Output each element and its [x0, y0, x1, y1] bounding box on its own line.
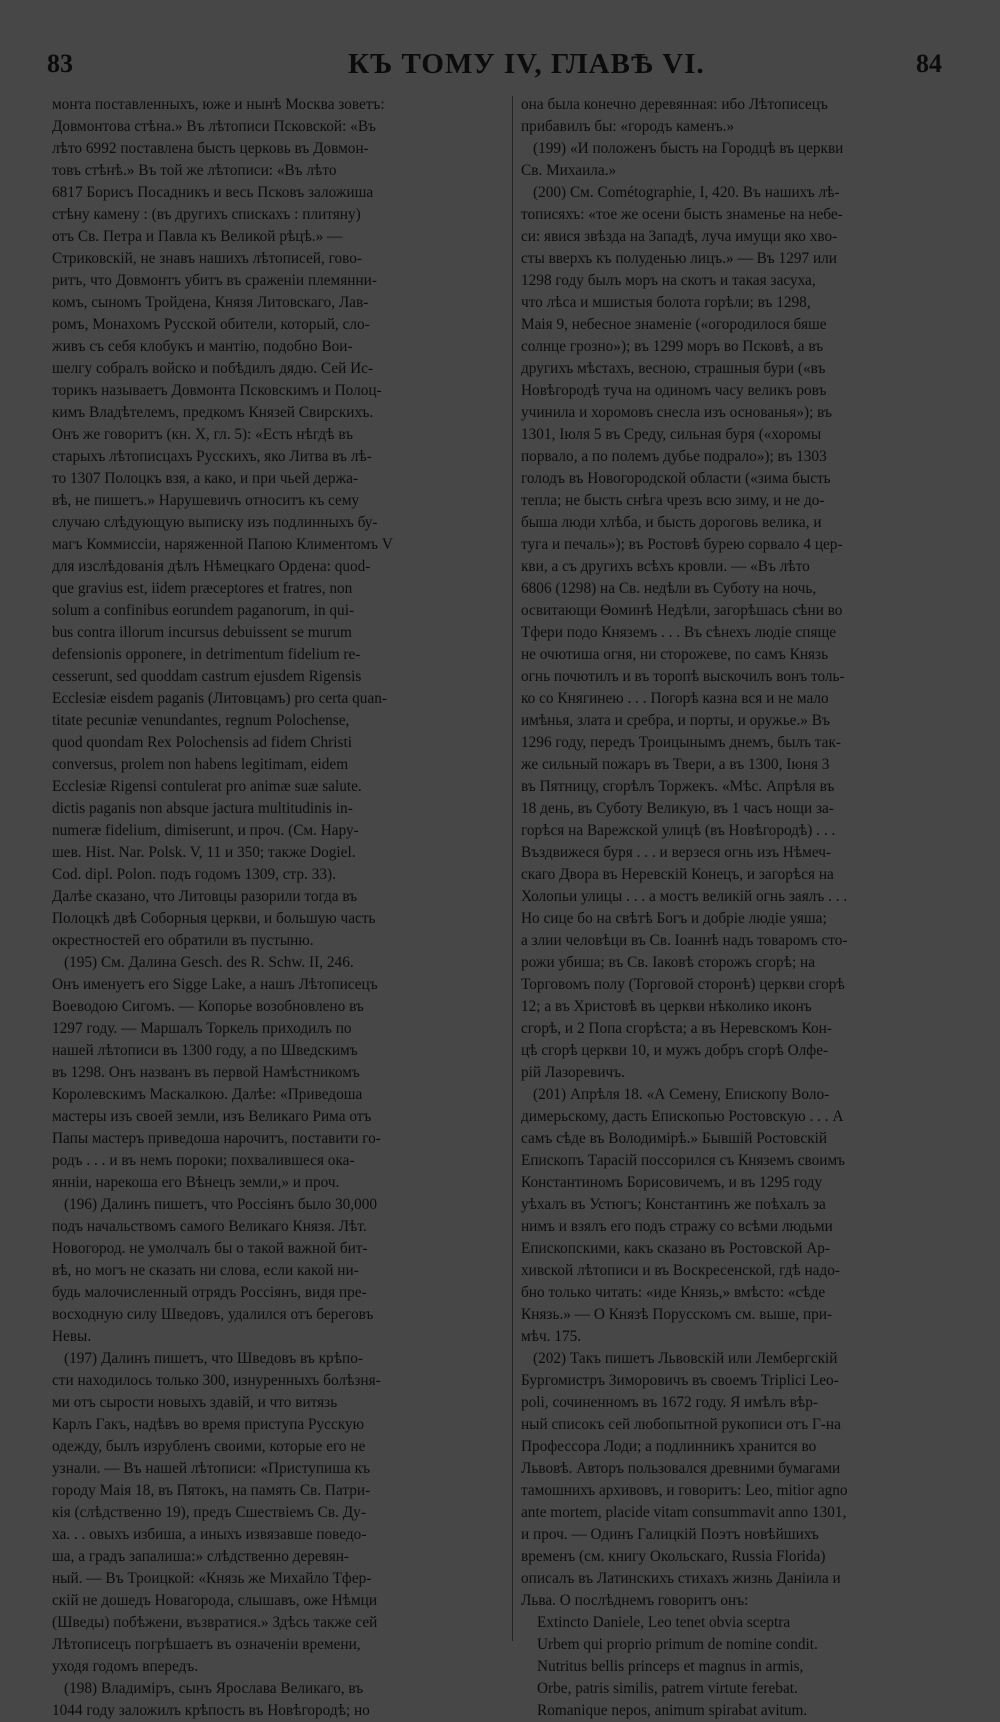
text-line: кимъ Владѣтелемъ, предкомъ Князей Свирскихъ. [52, 404, 374, 421]
text-line: (196) Далинъ пишетъ, что Россіянъ было 30,000 [64, 1196, 378, 1213]
text-line: янніи, нарекоша его Вѣнецъ земли,» и проч. [52, 1174, 340, 1191]
text-line: Воеводою Сигомъ. — Копорье возобновлено въ [52, 998, 364, 1015]
text-line: торикъ называетъ Довмонта Псковскимъ и Полоц- [52, 382, 382, 399]
text-line: шелгу собралъ войско и побѣдилъ дядю. Сей Ис- [52, 360, 374, 377]
text-line: будь малочисленный отрядъ Россіянъ, видя пре- [52, 1284, 367, 1301]
text-line: Льва. О послѣднемъ говоритъ онъ: [521, 1592, 749, 1609]
text-line: случаю слѣдующую выписку изъ подлинныхъ бу- [52, 514, 378, 531]
text-line: а злии человѣци въ Св. Іоаннѣ надъ товаромъ сто- [521, 932, 848, 949]
text-line: Ecclesiæ Rigensi contulerat pro animæ suæ salute. [52, 778, 362, 795]
text-line: хивской лѣтописи и въ Воскресенской, гдѣ надо- [521, 1262, 840, 1279]
text-line: ритъ, что Довмонтъ убитъ въ сраженіи племянни- [52, 272, 377, 289]
page-header [0, 44, 1000, 84]
column-divider [512, 96, 513, 1641]
text-line: Extincto Daniele, Leo tenet obvia sceptra [537, 1614, 791, 1631]
text-line: 18 день, въ Суботу Великую, въ 1 часъ нощи за- [521, 800, 834, 817]
text-line: бно только читать: «иде Князь,» вмѣсто: «сѣде [521, 1284, 826, 1301]
text-line: димерьскому, дасть Епископью Ростовскую . . . А [521, 1108, 844, 1125]
text-line: ante mortem, placide vitam consummavit anno 1301, [521, 1504, 847, 1521]
text-line: туга и печаль»); въ Ростовѣ бурею сорвало 4 цер- [521, 536, 843, 553]
text-line: Полоцкѣ двѣ Соборныя церкви, и большую часть [52, 910, 376, 927]
text-line: живъ съ себя клобукъ и мантію, подобно Вои- [52, 338, 353, 355]
text-line: conversus, prolem non habens legitimam, eidem [52, 756, 349, 773]
right-column-text [521, 94, 944, 1719]
text-line: defensionis opponere, in detrimentum fidelium re- [52, 646, 361, 663]
text-line: освитающи Ѳоминѣ Недѣли, загорѣшась сѣни во [521, 602, 843, 619]
text-line: имѣнья, злата и сребра, и порты, и оружье.» Въ [521, 712, 830, 729]
text-line: кви, а съ другихъ всѣхъ кровли. — «Въ лѣто [521, 558, 810, 575]
text-line: 1296 году, передъ Троицынымъ днемъ, былъ так- [521, 734, 841, 751]
text-line: голодъ въ Новогородской области («зима бысть [521, 470, 831, 487]
text-line: мѣч. 175. [521, 1328, 582, 1345]
text-line: (197) Далинъ пишетъ, что Шведовъ въ крѣпо- [64, 1350, 363, 1367]
text-line: cesserunt, sed quoddam castrum ejusdem Rigensis [52, 668, 362, 685]
text-line: Далѣе сказано, что Литовцы разорили тогда въ [52, 888, 358, 905]
text-line: старыхъ лѣтописцахъ Русскихъ, яко Литва въ лѣ- [52, 448, 372, 465]
text-line: она была конечно деревянная: ибо Лѣтописецъ [521, 96, 828, 113]
text-line: 1298 году былъ моръ на скотъ и такая засуха, [521, 272, 816, 289]
text-line: солнце грозно»); въ 1299 моръ во Псковѣ, а въ [521, 338, 824, 355]
text-line: для изслѣдованія дѣлъ Нѣмецкаго Ордена: quod- [52, 558, 371, 575]
text-line: скаго Двора въ Неревскій Конецъ, и загорѣся на [521, 866, 834, 883]
text-line: тепла; не бысть снѣга чрезъ всю зиму, и не до- [521, 492, 825, 509]
text-line: ко со Княгинею . . . Погорѣ казна вся и не мало [521, 690, 829, 707]
text-line: окрестностей его обратили въ пустыню. [52, 932, 314, 949]
text-line: bus contra illorum incursus debuissent se murum [52, 624, 352, 641]
text-line: нимъ и взялъ его подъ стражу со всѣми людьми [521, 1218, 833, 1235]
text-line: комъ, сыномъ Тройдена, Князя Литовскаго, Лав- [52, 294, 369, 311]
text-line: Ecclesiæ eisdem paganis (Литовцамъ) pro certa quan- [52, 690, 387, 707]
text-line: Romanique nepos, animum spirabat avitum. [537, 1702, 808, 1719]
text-line: городу Маія 18, въ Пятокъ, на память Св. Патри- [52, 1482, 371, 1499]
text-line: ха. . . овыхъ избиша, а иныхъ извязавше поведо- [52, 1526, 367, 1543]
text-line: (200) См. Cométographie, I, 420. Въ нашихъ лѣ- [533, 184, 840, 201]
text-line: уѣхалъ въ Устюгъ; Константинъ же поѣхалъ за [521, 1196, 826, 1213]
text-line: ми отъ сырости новыхъ здавій, и что витязь [52, 1394, 338, 1411]
running-title: КЪ ТОМУ IV, ГЛАВѢ VI. [348, 48, 705, 80]
text-line: Королевскимъ Маскалкою. Далѣе: «Приведоша [52, 1086, 363, 1103]
text-line: самъ сѣде въ Володимірѣ.» Бывшій Ростовскій [521, 1130, 828, 1147]
text-line: родъ . . . и въ немъ пороки; похвалившеся ока- [52, 1152, 355, 1169]
text-line: Св. Михаила.» [521, 162, 617, 179]
text-line: Холопьи улицы . . . а мостъ великій огнь заялъ . . . [521, 888, 848, 905]
text-line: Стриковскій, не знавъ нашихъ лѣтописей, гово- [52, 250, 363, 267]
text-line: ша, а градъ запалиша:» слѣдственно деревян- [52, 1548, 350, 1565]
text-line: solum a confinibus eorundem paganorum, in qui- [52, 602, 355, 619]
text-line: Urbem qui proprio primum de nomine condit. [537, 1636, 818, 1653]
text-line: (199) «И положенъ бысть на Городцѣ въ церкви [533, 140, 844, 157]
left-page-number: 83 [47, 49, 73, 78]
text-line: монта поставленныхъ, юже и нынѣ Москва зоветъ: [52, 96, 385, 113]
left-column-text [52, 94, 505, 1719]
text-line: 1297 году. — Маршалъ Торкель приходилъ по [52, 1020, 352, 1037]
text-line: стѣну камену : (въ другихъ спискахъ : плитяну) [52, 206, 361, 223]
text-line: 12; а въ Христовѣ въ церкви нѣколико иконъ [521, 998, 812, 1015]
text-line: отъ Св. Петра и Павла къ Великой рѣцѣ.» — [52, 228, 343, 245]
text-line: (195) См. Далина Gesch. des R. Schw. II, 246. [64, 954, 354, 971]
text-line: Торговомъ полу (Торговой сторонѣ) церкви сгорѣ [521, 976, 845, 993]
text-line: Довмонтова стѣна.» Въ лѣтописи Псковской: «Въ [52, 118, 376, 135]
text-line: быша люди хлѣба, и бысть дороговь велика, и [521, 514, 822, 531]
text-line: 1044 году заложилъ крѣпость въ Новѣгородѣ; но [52, 1702, 370, 1719]
text-line: Въздвижеся буря . . . и верзеся огнь изъ Нѣмеч- [521, 844, 832, 861]
text-line: que gravius est, iidem præceptores et fratres, non [52, 580, 353, 597]
text-line: вѣ, но могъ не сказать ни слова, если какой ни- [52, 1262, 359, 1279]
text-line: си: явися звѣзда на Западѣ, луча имущи яко хво- [521, 228, 838, 245]
text-line: Nutritus bellis princeps et magnus in armis, [537, 1658, 804, 1675]
text-line: горѣся на Варежской улицѣ (въ Новѣгородѣ) . . . [521, 822, 836, 839]
text-line: ный. — Въ Троицкой: «Князь же Михайло Тфер- [52, 1570, 372, 1587]
text-line: тописяхъ: «тое же осени бысть знаменье на небе- [521, 206, 843, 223]
text-line: Папы мастеръ приведоша нарочитъ, поставити го- [52, 1130, 381, 1147]
text-line: Бургомистръ Зиморовичъ въ своемъ Triplici Leo- [521, 1372, 839, 1389]
text-line: ромъ, Монахомъ Русской обители, который, сло- [52, 316, 370, 333]
text-line: восходную силу Шведовъ, удалился отъ береговъ [52, 1306, 374, 1323]
text-line: (202) Такъ пишетъ Львовскій или Лембергскій [533, 1350, 838, 1367]
text-line: временъ (см. книгу Окольскаго, Russia Florida) [521, 1548, 826, 1565]
text-line: въ 1298. Онъ названъ въ первой Намѣстникомъ [52, 1064, 360, 1081]
text-line: 6806 (1298) на Св. недѣли въ Суботу на ночь, [521, 580, 817, 597]
text-line: quod quondam Rex Polochensis ad fidem Christi [52, 734, 352, 751]
text-line: numeræ fidelium, dimiserunt, и проч. (См. Нару- [52, 822, 359, 839]
right-page-number: 84 [916, 49, 942, 78]
text-line: dictis paganis non absque jactura multitudinis in- [52, 800, 353, 817]
text-line: Князь.» — О Князѣ Порусскомъ см. выше, при- [521, 1306, 833, 1323]
text-line: подъ начальствомъ самого Великаго Князя. Лѣт. [52, 1218, 367, 1235]
text-line: titate pecuniæ venundantes, regnum Polochense, [52, 712, 350, 729]
text-line: то 1307 Полоцкъ взя, а како, и при чьей держа- [52, 470, 359, 487]
text-line: учинила и хоромовъ снесла изъ основанья»); въ [521, 404, 832, 421]
text-line: вѣ, не пишетъ.» Нарушевичъ относитъ къ сему [52, 492, 360, 509]
text-line: въ Пятницу, сгорѣлъ Торжекъ. «Мѣс. Апрѣля въ [521, 778, 835, 795]
text-line: рожи убиша; въ Св. Іаковѣ сторожъ сгорѣ; на [521, 954, 816, 971]
text-line: Тфери подо Княземъ . . . Въ сѣнехъ людіе спяще [521, 624, 837, 641]
text-line: (Шведы) побѣжени, възвратися.» Здѣсь также сей [52, 1614, 378, 1631]
text-line: же сильный пожаръ въ Твери, а въ 1300, Іюня 3 [521, 756, 830, 773]
text-line: не очютиша огня, ни сторожеве, по самъ Князь [521, 646, 829, 663]
text-line: описалъ въ Латинскихъ стихахъ жизнь Даніила и [521, 1570, 841, 1587]
text-line: 1301, Іюля 5 въ Среду, сильная буря («хоромы [521, 426, 822, 443]
text-line: Невы. [52, 1328, 92, 1345]
text-line: Лѣтописецъ погрѣшаетъ въ означеніи времени, [52, 1636, 361, 1653]
text-line: Львовѣ. Авторъ пользовался древними бумагами [521, 1460, 841, 1477]
text-line: огнь почютилъ и въ торопѣ выскочилъ вонъ толь- [521, 668, 845, 685]
text-line: и проч. — Одинъ Галицкій Поэтъ новѣйшихъ [521, 1526, 819, 1543]
text-line: магъ Коммиссіи, наряженной Папою Климентомъ V [52, 536, 393, 553]
text-line: уходя годомъ впередъ. [52, 1658, 199, 1675]
text-line: Маія 9, небесное знаменіе («огородилося бяше [521, 316, 827, 333]
text-line: Новогород. не умолчалъ бы о такой важной бит- [52, 1240, 368, 1257]
text-line: шев. Hist. Nar. Polsk. V, 11 и 350; также Dogiel. [52, 844, 356, 861]
text-line: скій не дошедъ Новагорода, слышавъ, оже Нѣмци [52, 1592, 378, 1609]
text-line: Епископскими, какъ сказано въ Ростовской Ар- [521, 1240, 831, 1257]
text-line: нашей лѣтописи въ 1300 году, а по Шведскимъ [52, 1042, 358, 1059]
text-line: порвало, а по полемъ дубье подрало»); въ 1303 [521, 448, 827, 465]
text-line: poli, сочиненномъ въ 1672 году. Я имѣлъ вѣр- [521, 1394, 818, 1411]
text-line: сти находилось только 300, изнуренныхъ болѣзня- [52, 1372, 381, 1389]
text-line: Онъ же говоритъ (кн. X, гл. 5): «Есть нѣгдѣ въ [52, 426, 354, 443]
text-line: Новѣгородѣ туча на одиномъ часу великъ ровъ [521, 382, 827, 399]
text-line: узнали. — Въ нашей лѣтописи: «Приступиша къ [52, 1460, 370, 1477]
text-line: тамошнихъ архивовъ, и говоритъ: Leo, mitior agno [521, 1482, 848, 1499]
text-line: другихъ мѣстахъ, весною, страшныя бури («въ [521, 360, 826, 377]
text-line: лѣто 6992 поставлена бысть церковь въ Довмон- [52, 140, 369, 157]
text-line: Но сице бо на свѣтѣ Богъ и добріе людіе уяша; [521, 910, 827, 927]
text-line: Епископъ Тарасій поссорился съ Княземъ своимъ [521, 1152, 846, 1169]
text-line: Константиномъ Борисовичемъ, и въ 1295 году [521, 1174, 823, 1191]
text-line: (198) Владиміръ, сынъ Ярослава Великаго, въ [64, 1680, 364, 1697]
text-line: мастеры изъ своей земли, изъ Великаго Рима отъ [52, 1108, 372, 1125]
text-line: рій Лазоревичъ. [521, 1064, 625, 1081]
text-line: Cod. dipl. Polon. подъ годомъ 1309, стр. 33). [52, 866, 336, 883]
text-line: одежду, былъ изрубленъ своими, которые его не [52, 1438, 366, 1455]
text-line: сгорѣ, и 2 Попа сгорѣста; а въ Неревскомъ Кон- [521, 1020, 832, 1037]
text-line: (201) Апрѣля 18. «А Семену, Епископу Воло- [533, 1086, 830, 1103]
text-line: цѣ сгорѣ церкви 10, и мужъ добръ сгорѣ Олфе- [521, 1042, 829, 1059]
text-line: Orbe, patris similis, patrem virtute ferebat. [537, 1680, 798, 1697]
text-line: Карлъ Гакъ, надѣвъ во время приступа Русскую [52, 1416, 365, 1433]
text-line: Профессора Лоди; а подлинникъ хранится во [521, 1438, 817, 1455]
text-line: Онъ именуетъ его Sigge Lake, а нашъ Лѣтописецъ [52, 976, 378, 993]
text-line: ный списокъ сей любопытной рукописи отъ Г-на [521, 1416, 841, 1433]
text-line: сты вверхъ къ полуденью лицъ.» — Въ 1297 или [521, 250, 837, 267]
text-line: прибавилъ бы: «городъ каменъ.» [521, 118, 735, 135]
text-line: 6817 Борисъ Посадникъ и весь Псковъ заложиша [52, 184, 374, 201]
text-line: что лѣса и мшистыя болота горѣли; въ 1298, [521, 294, 811, 311]
text-line: товъ стѣнѣ.» Въ той же лѣтописи: «Въ лѣто [52, 162, 337, 179]
text-line: кія (слѣдственно 19), предъ Сшествіемъ Св. Ду- [52, 1504, 366, 1521]
